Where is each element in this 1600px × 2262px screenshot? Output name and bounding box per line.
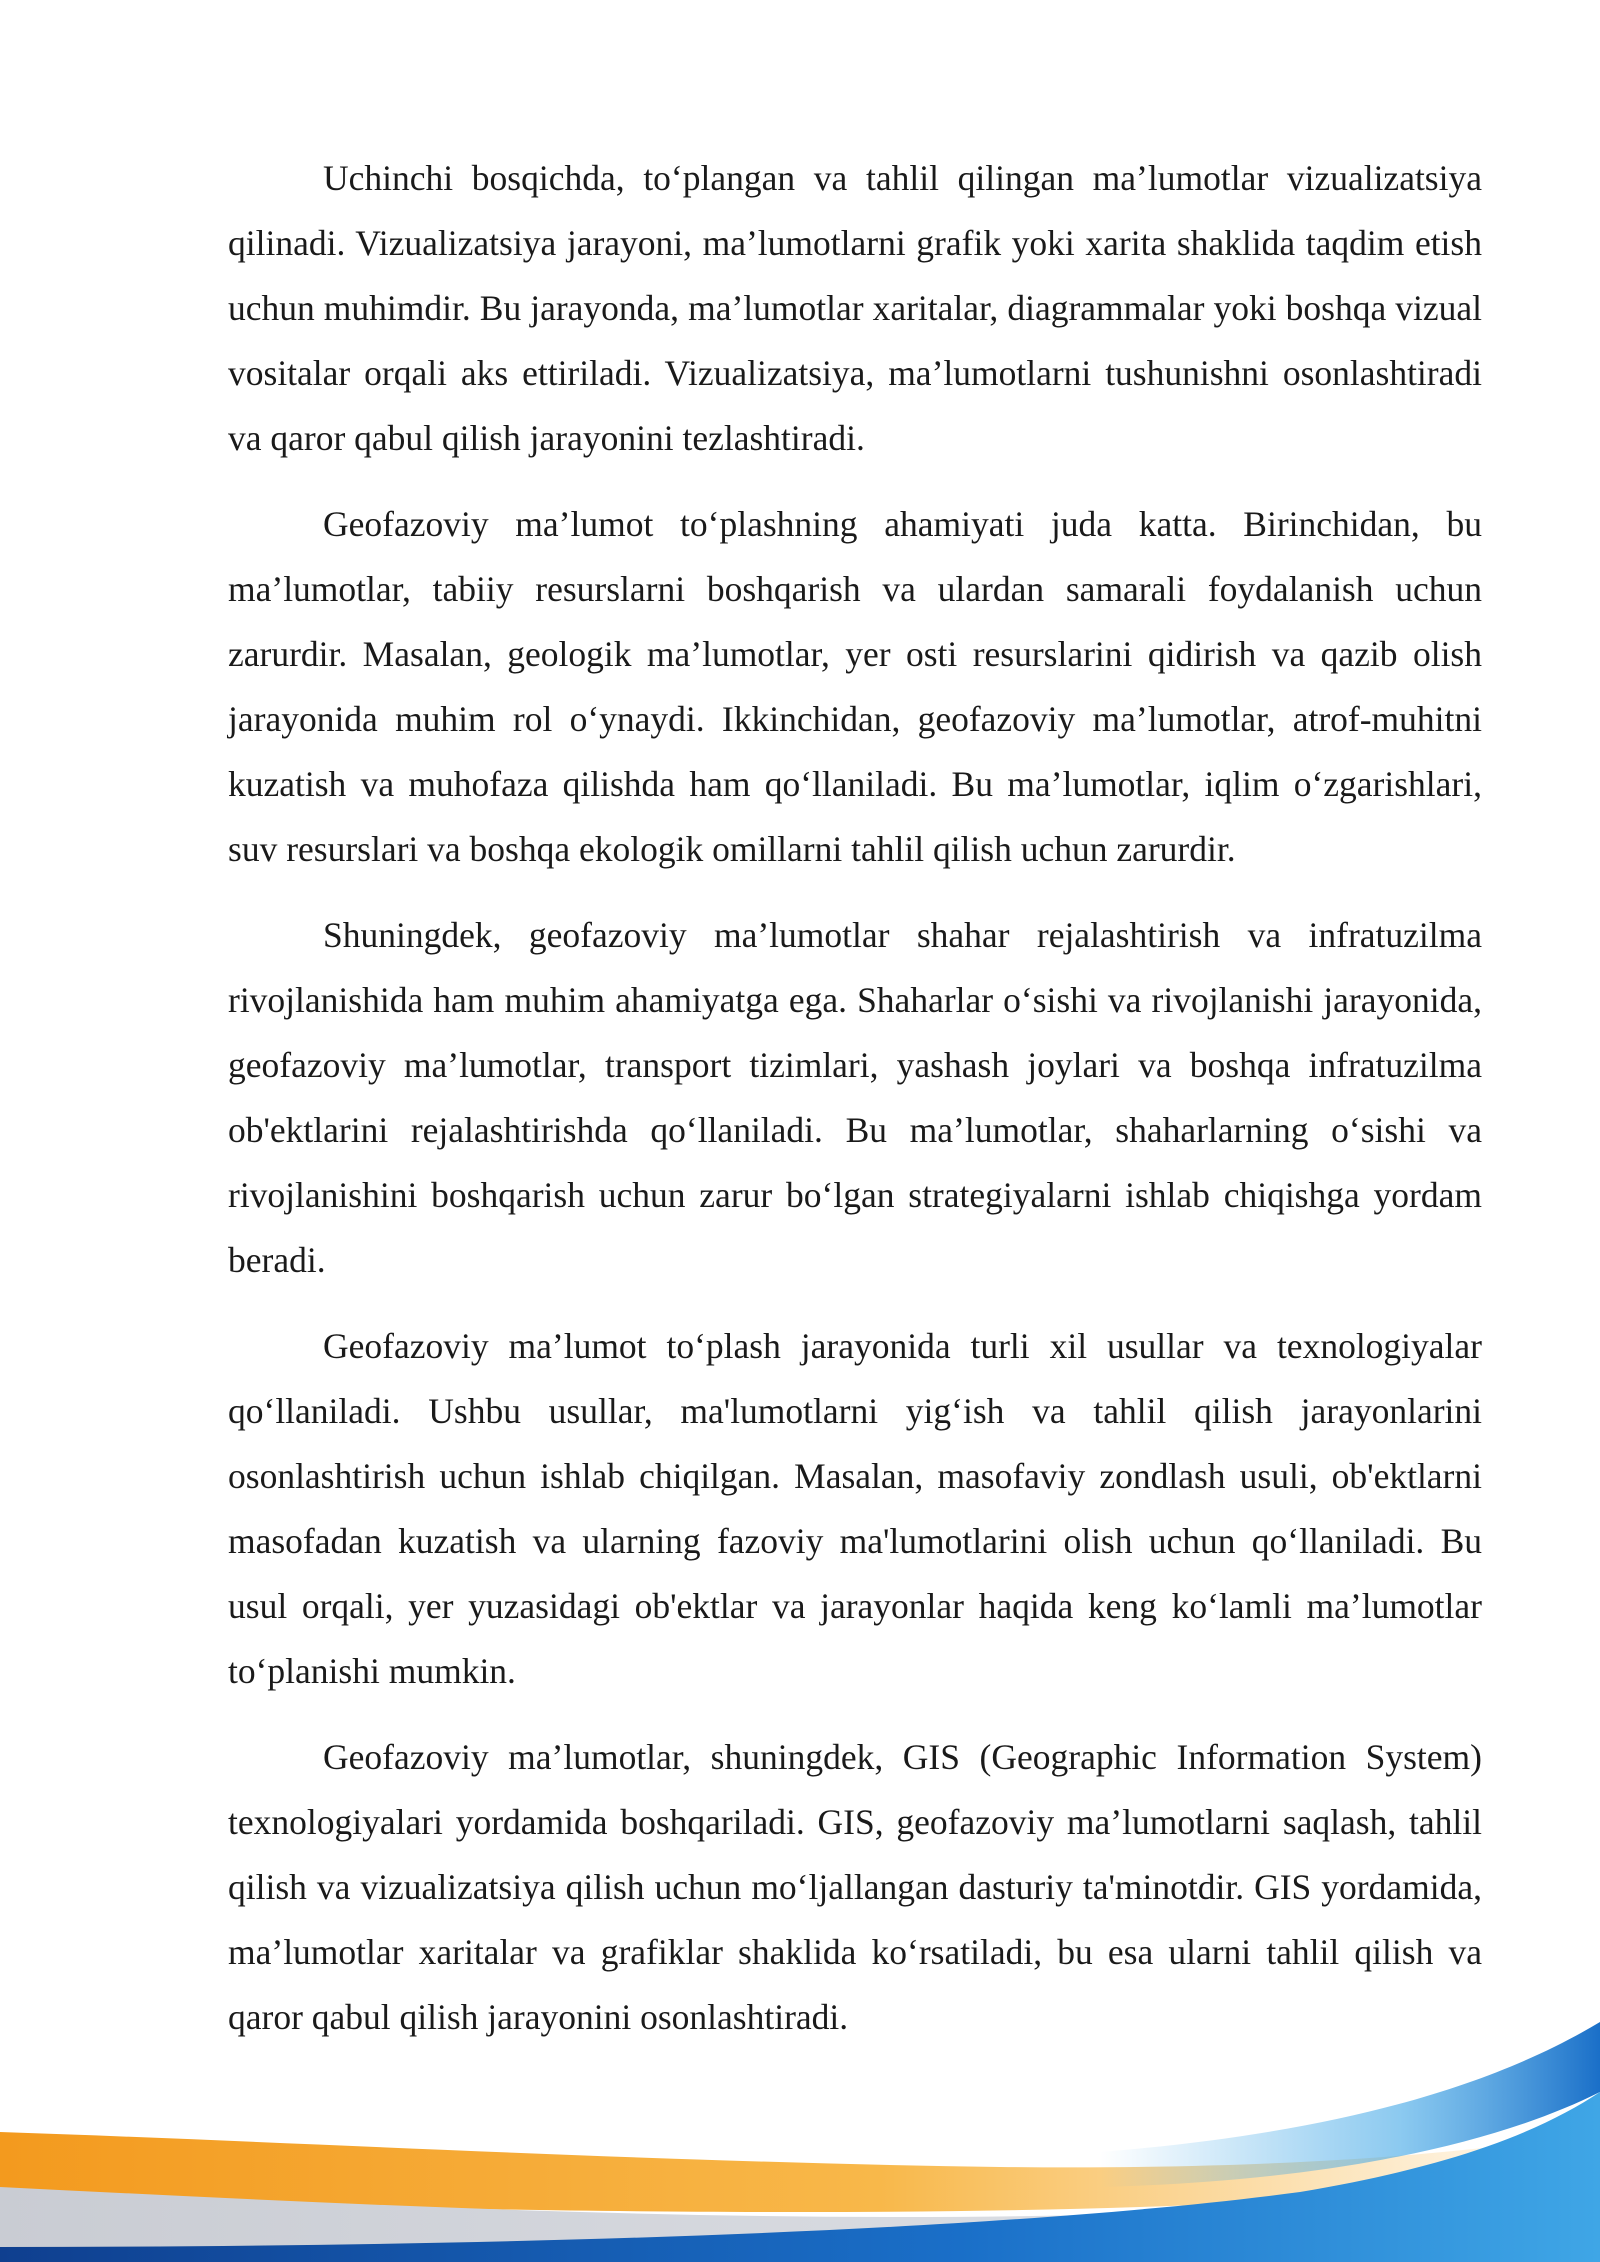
paragraph-importance: Geofazoviy ma’lumot to‘plashning ahamiyati juda katta. Birinchidan, bu ma’lumotlar, tabiiy resurslarni boshqarish va ulardan samarali foydalanish uchun zarurdir. Masalan, geologik ma’lumotlar, yer osti resurslarini qidirish va qazib olish jarayonida muhim rol o‘ynaydi. Ikkinchidan, geofazoviy ma’lumotlar, atrof-muhitni kuzatish va muhofaza qilishda ham qo‘llaniladi. Bu ma’lumotlar, iqlim o‘zgarishlari, suv resurslari va boshqa ekologik omillarni tahlil qilish uchun zarurdir.	[228, 504, 1482, 869]
paragraph-methods: Geofazoviy ma’lumot to‘plash jarayonida turli xil usullar va texnologiyalar qo‘llaniladi. Ushbu usullar, ma'lumotlarni yig‘ish va tahlil qilish jarayonlarini osonlashtirish uchun ishlab chiqilgan. Masalan, masofaviy zondlash usuli, ob'ektlarni masofadan kuzatish va ularning fazoviy ma'lumotlarini olish uchun qo‘llaniladi. Bu usul orqali, yer yuzasidagi ob'ektlar va jarayonlar haqida keng ko‘lamli ma’lumotlar to‘planishi mumkin.	[228, 1326, 1482, 1691]
paragraph-gis: Geofazoviy ma’lumotlar, shuningdek, GIS (Geographic Information System) texnologiyalari yordamida boshqariladi. GIS, geofazoviy ma’lumotlarni saqlash, tahlil qilish va vizualizatsiya qilish uchun mo‘ljallangan dasturiy ta'minotdir. GIS yordamida, ma’lumotlar xaritalar va grafiklar shaklida ko‘rsatiladi, bu esa ularni tahlil qilish va qaror qabul qilish jarayonini osonlashtiradi.	[228, 1737, 1482, 2037]
paragraph-visualization: Uchinchi bosqichda, to‘plangan va tahlil qilingan ma’lumotlar vizualizatsiya qilinadi. Vizualizatsiya jarayoni, ma’lumotlarni grafik yoki xarita shaklida taqdim etish uchun muhimdir. Bu jarayonda, ma’lumotlar xaritalar, diagrammalar yoki boshqa vizual vositalar orqali aks ettiriladi. Vizualizatsiya, ma’lumotlarni tushunishni osonlashtiradi va qaror qabul qilish jarayonini tezlashtiradi.	[228, 158, 1482, 458]
paragraph-urban-planning: Shuningdek, geofazoviy ma’lumotlar shahar rejalashtirish va infratuzilma rivojlanishida ham muhim ahamiyatga ega. Shaharlar o‘sishi va rivojlanishi jarayonida, geofazoviy ma’lumotlar, transport tizimlari, yashash joylari va boshqa infratuzilma ob'ektlarini rejalashtirishda qo‘llaniladi. Bu ma’lumotlar, shaharlarning o‘sishi va rivojlanishini boshqarish uchun zarur bo‘lgan strategiyalarni ishlab chiqishga yordam beradi.	[228, 915, 1482, 1280]
footer-wave-decoration	[0, 1962, 1600, 2262]
document-body	[228, 146, 1482, 2071]
